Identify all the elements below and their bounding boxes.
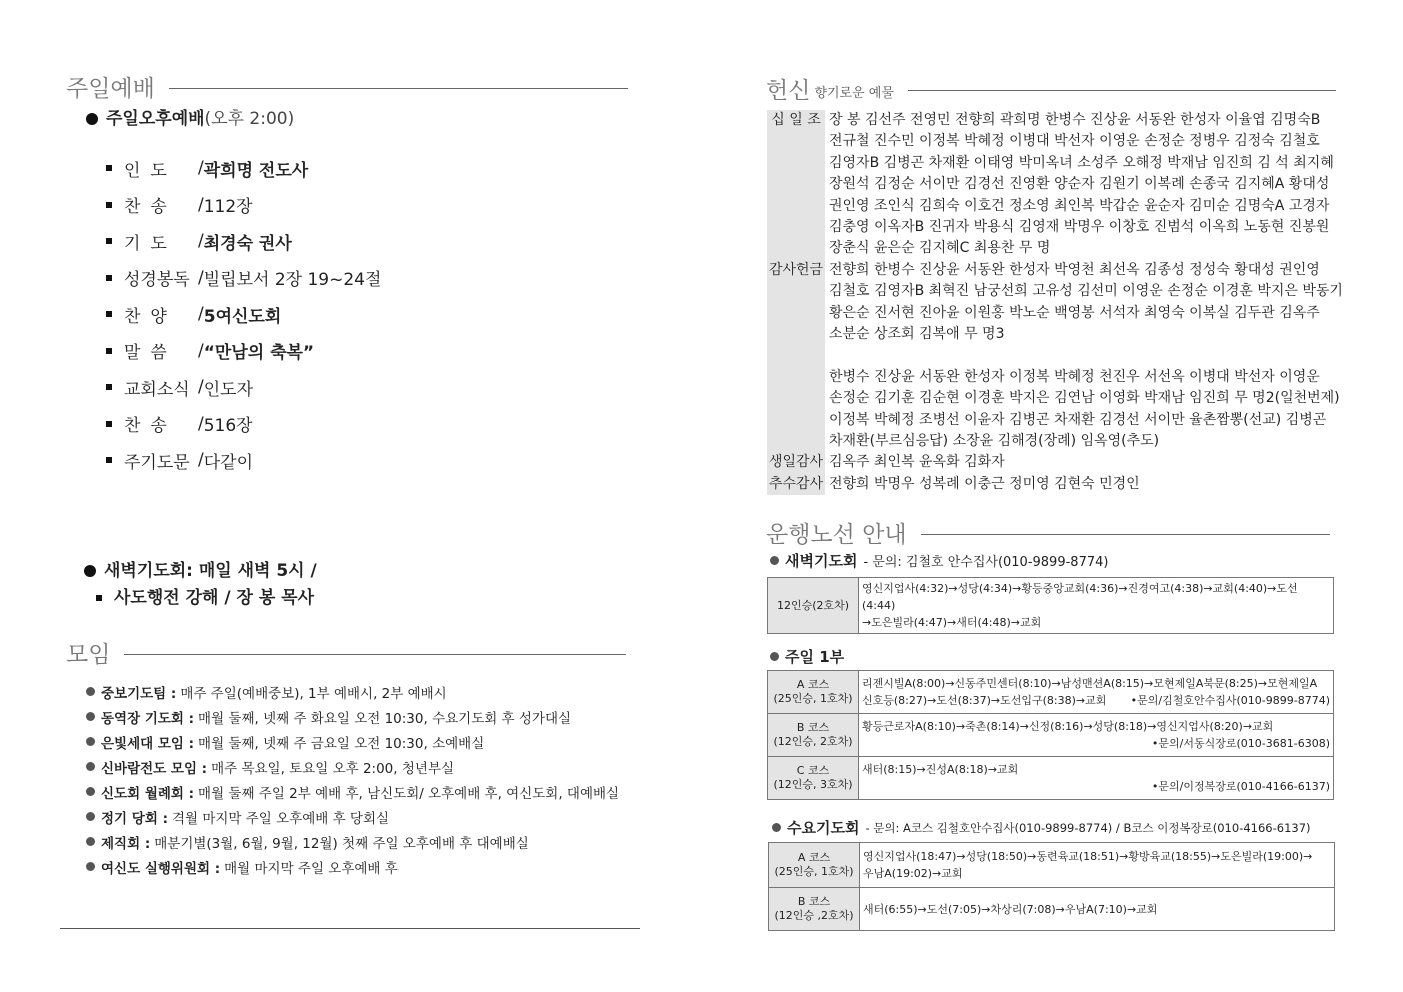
service-item-value: 최경숙 권사 [203, 233, 292, 254]
separator: / [198, 450, 204, 471]
order-of-service [106, 150, 381, 479]
route-line: 황등근로자A(8:10)→죽촌(8:14)→신정(8:16)→성당(8:18)→영신지업사(8:20)→교회 [862, 720, 1274, 733]
service-item-label: 찬송 [124, 197, 177, 218]
name-line: 전향희 한병수 진상윤 서동완 한성자 박영천 최선옥 김종성 정성숙 황대성 권인영 [829, 261, 1320, 278]
route-cell [860, 888, 1335, 931]
route-label [768, 757, 859, 800]
route-line2 [863, 865, 1331, 882]
sunday-route-name: 주일 1부 [785, 648, 845, 666]
separator: / [198, 413, 204, 434]
meeting-desc: 격월 마지막 주일 오후예배 후 당회실 [171, 810, 390, 827]
offering-row [767, 452, 1342, 473]
dawn-route-table [767, 577, 1334, 634]
offering-row [767, 110, 1342, 260]
offering-subtitle: 향기로운 예물 [814, 86, 894, 101]
route-cell [859, 714, 1334, 757]
service-item-label: 기도 [124, 233, 177, 254]
offering-row [767, 260, 1342, 453]
offering-section-title [766, 72, 1336, 105]
dawn-route-heading [770, 550, 1108, 571]
wednesday-route-heading [772, 817, 1311, 838]
bullet-icon [86, 837, 95, 846]
route-contact: •문의/김철호안수집사(010-9899-8774) [1130, 694, 1330, 707]
bullet-icon [770, 556, 779, 565]
route-contact: •문의/서동식장로(010-3681-6308) [1151, 737, 1330, 750]
square-bullet-icon [106, 421, 112, 427]
name-line: 김충영 이옥자B 진귀자 박용식 김영재 박명우 이창호 진범석 이옥희 노동현 진봉원 [829, 219, 1330, 236]
meeting-item [86, 704, 619, 729]
name-line: 권인영 조인식 김희숙 이호건 정소영 최인복 박갑순 윤순자 김미순 김명숙A 고경자 [829, 197, 1330, 214]
service-item [106, 150, 381, 187]
meetings-list [86, 679, 619, 879]
service-item-value: 빌립보서 2장 19~24절 [203, 270, 382, 291]
name-line: 황은순 진서현 진아윤 이원홍 박노순 백영봉 서석자 최영숙 이복실 김두관 김옥주 [829, 304, 1320, 321]
offering-category: 감사헌금 [767, 260, 825, 453]
table-row [768, 714, 1334, 757]
name-line: 차재환(부르심응답) 소장윤 김해경(장례) 임옥영(추도) [829, 433, 1160, 450]
service-item [106, 296, 381, 333]
route-line: 우남A(19:02)→교회 [863, 867, 963, 880]
service-item-value: 516장 [203, 416, 253, 437]
square-bullet-icon [106, 275, 112, 281]
route-line2 [862, 692, 1330, 709]
route-vehicle: (25인승, 1호차) [774, 865, 854, 878]
offering-names [825, 452, 1342, 473]
meeting-name: 은빛세대 모임 : [101, 735, 195, 752]
meeting-desc: 매주 목요일, 토요일 오후 2:00, 청년부실 [211, 760, 455, 777]
bullet-icon [86, 712, 95, 721]
title-divider [124, 654, 626, 655]
dawn-prayer-sub [96, 583, 314, 608]
meetings-section-title [66, 636, 626, 669]
name-line: 전향희 박명우 성복례 이충근 정미영 김현숙 민경인 [829, 475, 1140, 492]
name-line: 장춘식 윤은순 김지혜C 최용찬 무 명 [829, 240, 1051, 257]
route-line: 신호등(8:27)→도선(8:37)→도선입구(8:38)→교회 [862, 694, 1107, 707]
route-course: B 코스 [797, 895, 831, 908]
table-row [768, 671, 1334, 714]
worship-section-title [66, 70, 628, 103]
route-vehicle: (12인승, 3호차) [773, 778, 853, 791]
meeting-desc: 매월 둘째 주일 2부 예배 후, 남신도회/ 오후예배 후, 여신도회, 대예배실 [198, 785, 620, 802]
meeting-item [86, 729, 619, 754]
service-item-label: 성경봉독 [124, 270, 190, 291]
offering-names [825, 260, 1343, 453]
route-course: C 코스 [796, 764, 830, 777]
route-cell [859, 671, 1334, 714]
meeting-desc: 매월 둘째, 넷째 주 화요일 오전 10:30, 수요기도회 후 성가대실 [198, 710, 572, 727]
route-course: A 코스 [797, 851, 831, 864]
offering-table [767, 110, 1342, 495]
route-label: 12인승(2호차) [768, 578, 859, 634]
wednesday-route-table [768, 842, 1335, 931]
bullet-icon [86, 737, 95, 746]
wednesday-route-info: - 문의: A코스 김철호안수집사(010-9899-8774) / B코스 이정복장로(010-4166-6137) [865, 820, 1311, 835]
service-item-label: 찬송 [124, 416, 177, 437]
meeting-desc: 매월 마지막 주일 오후예배 후 [224, 860, 398, 877]
meeting-name: 신도회 월례회 : [101, 785, 195, 802]
route-cell [859, 757, 1334, 800]
bullet-icon [86, 862, 95, 871]
service-item [106, 333, 381, 370]
meeting-name: 제직회 : [101, 835, 151, 852]
table-row [769, 843, 1335, 888]
separator: / [198, 340, 204, 361]
meeting-item [86, 779, 619, 804]
square-bullet-icon [106, 384, 112, 390]
title-divider [921, 534, 1330, 535]
separator: / [198, 304, 204, 325]
route-vehicle: (12인승 ,2호차) [774, 909, 854, 922]
meeting-desc: 매주 주일(예배중보), 1부 예배시, 2부 예배시 [180, 685, 447, 702]
service-name: 주일오후예배 [106, 109, 205, 129]
service-item-label: 교회소식 [124, 379, 190, 400]
service-item-value: 112장 [203, 197, 253, 218]
route-line: 새터(8:15)→진성A(8:18)→교회 [862, 763, 1019, 776]
meeting-item [86, 804, 619, 829]
service-item-label: 찬양 [124, 306, 177, 327]
meeting-item [86, 854, 619, 879]
route-contact: •문의/이정복장로(010-4166-6137) [1151, 780, 1330, 793]
route-label [769, 843, 860, 888]
offering-category: 생일감사 [767, 452, 825, 473]
title-divider [169, 88, 628, 89]
offering-row [767, 474, 1342, 495]
route-vehicle: (12인승, 2호차) [773, 735, 853, 748]
service-item [106, 223, 381, 260]
bullet-icon [86, 787, 95, 796]
service-item [106, 260, 381, 297]
route-line: 새터(6:55)→도선(7:05)→차상리(7:08)→우남A(7:10)→교회 [863, 902, 1158, 916]
name-line: 손정순 김기훈 김순현 이경훈 박지은 김연남 이영화 박재남 임진희 무 명2(일천번제) [829, 390, 1340, 407]
dawn-sub-text: 사도행전 강해 / 장 봉 목사 [114, 588, 315, 608]
meeting-desc: 매월 둘째, 넷째 주 금요일 오전 10:30, 소예배실 [198, 735, 485, 752]
name-line: 김영자B 김병곤 차재환 이태영 박미옥녀 소성주 오해정 박재남 임진희 김 석 최지혜 [829, 154, 1334, 171]
bullet-icon [772, 823, 781, 832]
route-course: B 코스 [796, 721, 830, 734]
offering-title: 헌신 [766, 78, 811, 104]
meeting-item [86, 679, 619, 704]
service-time: (오후 2:00) [204, 109, 295, 129]
sunday-route-table [767, 670, 1334, 800]
meeting-name: 중보기도팀 : [101, 685, 177, 702]
meetings-title: 모임 [66, 642, 111, 668]
name-line: 장 봉 김선주 전영민 전향희 곽희명 한병수 진상윤 서동완 한성자 이율엽 김명숙B [829, 112, 1321, 128]
separator: / [198, 194, 204, 215]
service-item-label: 주기도문 [124, 452, 190, 473]
sunday-route-heading [770, 646, 844, 667]
service-heading [86, 104, 294, 129]
bullet-icon [770, 652, 779, 661]
separator: / [198, 267, 204, 288]
route-line: 영신지업사(18:47)→성당(18:50)→동련육교(18:51)→황방육교(18:55)→도은빌라(19:00)→ [863, 850, 1313, 863]
dawn-route-info: - 문의: 김철호 안수집사(010-9899-8774) [863, 555, 1109, 570]
name-line [829, 345, 1343, 366]
separator: / [198, 377, 204, 398]
route-line: 리젠시빌A(8:00)→신동주민센터(8:10)→남성맨션A(8:15)→모현제일A북문(8:25)→모현제일A [862, 677, 1318, 690]
route-label [769, 888, 860, 931]
square-bullet-icon [106, 202, 112, 208]
bullet-icon [86, 812, 95, 821]
name-line: 소분순 상조회 김복애 무 명3 [829, 326, 1005, 343]
offering-names [825, 474, 1342, 495]
table-row [768, 757, 1334, 800]
square-bullet-icon [106, 238, 112, 244]
meeting-name: 신바람전도 모임 : [101, 760, 208, 777]
route-line: →도은빌라(4:47)→새터(4:48)→교회 [862, 616, 1042, 629]
name-line: 이정복 박혜정 조병선 이윤자 김병곤 차재환 김경선 서이만 율촌짬뽕(선교) 김병곤 [829, 411, 1327, 428]
service-item-label: 인도 [124, 160, 177, 181]
bullet-icon [86, 762, 95, 771]
worship-title: 주일예배 [66, 76, 155, 102]
meeting-item [86, 829, 619, 854]
table-row [769, 888, 1335, 931]
offering-names [825, 110, 1342, 260]
name-line: 전규철 진수민 이정복 박혜정 이병대 박선자 이영운 손정순 정병우 김정숙 김철호 [829, 133, 1320, 150]
name-line: 장원석 김정순 서이만 김경선 진영환 양순자 김원기 이복례 손종국 김지혜A 황대성 [829, 176, 1330, 193]
offering-category: 추수감사 [767, 474, 825, 495]
separator: / [198, 158, 204, 179]
bottom-divider [60, 928, 640, 929]
square-bullet-icon [96, 595, 102, 601]
table-row [768, 578, 1334, 634]
bullet-icon [84, 565, 96, 577]
bullet-icon [86, 113, 98, 125]
route-vehicle: (25인승, 1호차) [773, 692, 853, 705]
service-item [106, 369, 381, 406]
service-item [106, 442, 381, 479]
service-item-label: 말씀 [124, 343, 177, 364]
routes-title: 운행노선 안내 [766, 522, 907, 548]
separator: / [198, 231, 204, 252]
name-line: 김옥주 최인복 윤옥화 김화자 [829, 454, 1005, 471]
route-line: 영신지업사(4:32)→성당(4:34)→황등중앙교회(4:36)→진경여고(4:38)→교회(4:40)→도선(4:44) [862, 582, 1298, 612]
offering-category: 십 일 조 [767, 110, 825, 260]
route-cell [860, 843, 1335, 888]
dawn-route-name: 새벽기도회 [785, 552, 858, 570]
route-label [768, 671, 859, 714]
route-course: A 코스 [796, 678, 830, 691]
service-item [106, 187, 381, 224]
service-item-value: 곽희명 전도사 [203, 160, 309, 181]
square-bullet-icon [106, 165, 112, 171]
meeting-name: 정기 당회 : [101, 810, 168, 827]
wednesday-route-name: 수요기도회 [787, 819, 860, 837]
meeting-item [86, 754, 619, 779]
name-line: 김철호 김영자B 최혁진 남궁선희 고유성 김선미 이영운 손정순 이경훈 박지은 박동기 [829, 283, 1343, 300]
service-item-value: “만남의 축복” [203, 343, 315, 364]
dawn-prayer-text: 새벽기도회: 매일 새벽 5시 / [104, 561, 317, 581]
service-item-value: 다같이 [203, 452, 254, 473]
meeting-desc: 매분기별(3월, 6월, 9월, 12월) 첫째 주일 오후예배 후 대예배실 [154, 835, 529, 852]
square-bullet-icon [106, 311, 112, 317]
meeting-name: 여신도 실행위원회 : [101, 860, 221, 877]
service-item [106, 406, 381, 443]
square-bullet-icon [106, 348, 112, 354]
bullet-icon [86, 687, 95, 696]
meeting-name: 동역장 기도회 : [101, 710, 195, 727]
service-item-value: 인도자 [203, 379, 254, 400]
route-label [768, 714, 859, 757]
route-cell [859, 578, 1334, 634]
service-item-value: 5여신도회 [203, 306, 282, 327]
routes-section-title [766, 516, 1330, 549]
dawn-prayer-notice [84, 556, 317, 581]
square-bullet-icon [106, 457, 112, 463]
title-divider [908, 90, 1336, 91]
name-line: 한병수 진상윤 서동완 한성자 이정복 박혜정 천진우 서선옥 이병대 박선자 이영운 [829, 368, 1320, 385]
